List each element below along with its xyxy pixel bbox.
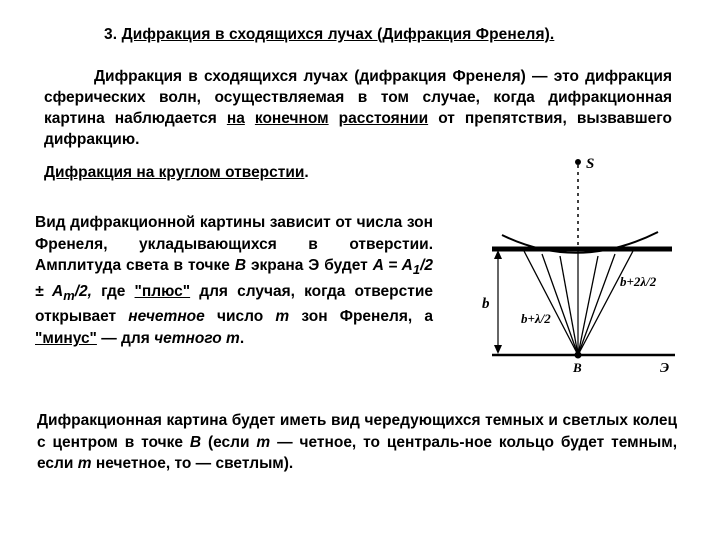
bottom-text-2: (если bbox=[207, 433, 250, 451]
intro-paragraph bbox=[44, 66, 672, 150]
label-screen-e: Э bbox=[660, 361, 670, 376]
bottom-paragraph bbox=[37, 410, 677, 475]
source-point bbox=[575, 159, 581, 165]
left-text-3: где bbox=[101, 282, 126, 300]
subheading-label: Дифракция на круглом отверстии bbox=[44, 164, 305, 181]
title-text: Дифракция в сходящихся лучах (Дифракция Френеля). bbox=[121, 26, 555, 43]
plus-word: "плюс" bbox=[134, 282, 191, 300]
bottom-m-1: m bbox=[256, 433, 271, 451]
even-word: четного bbox=[154, 329, 222, 347]
left-text-2: экрана Э будет bbox=[250, 257, 368, 274]
fresnel-diagram bbox=[470, 150, 700, 380]
bottom-m-2: m bbox=[77, 455, 92, 472]
label-point-b: B bbox=[573, 360, 582, 375]
intro-underline-2: конечном bbox=[254, 110, 329, 127]
subheading-period: . bbox=[304, 164, 309, 181]
label-s: S bbox=[586, 156, 595, 172]
bottom-text-4: нечетное, то — светлым). bbox=[95, 455, 294, 472]
intro-part2: от препятствия, вызвавшего дифракцию. bbox=[44, 110, 673, 148]
intro-part1: Дифракция в сходящихся лучах (дифракция Френеля) — это дифракция сферических волн, осуществляемая в том случае, когда дифракционная картина наблюдается bbox=[44, 68, 672, 127]
amplitude-formula: $A = A_1/2 \pm A_m/2$, bbox=[35, 257, 433, 303]
title-number: 3. bbox=[104, 26, 118, 43]
arrow-head-bottom bbox=[494, 345, 502, 354]
bottom-text-3: — четное, то централь-ное кольцо будет темным, если bbox=[37, 433, 677, 472]
left-paragraph: Вид дифракционной картины зависит от числа зон Френеля, укладывающихся в отверстии. Амплитуда света в точке B экрана Э будет $A = A_1/2 \pm A_m/2$, где "плюс" для случая, когда отверстие открывает нечетное число m зон Френеля, а "минус" — для четного m. bbox=[35, 214, 434, 347]
intro-underline-3: расстоянии bbox=[338, 110, 429, 127]
label-b-2lambda2: b+2λ/2 bbox=[620, 274, 657, 289]
subheading bbox=[44, 164, 309, 182]
intro-underline-1: на bbox=[226, 110, 245, 127]
left-point-b: B bbox=[234, 257, 247, 274]
minus-word: "минус" bbox=[35, 329, 97, 347]
label-b: b bbox=[482, 296, 490, 312]
slide-title bbox=[104, 26, 554, 44]
left-text-1: Вид дифракционной картины зависит от числа зон Френеля, укладывающихся в отверстии. Амплитуда света в точке bbox=[35, 214, 433, 274]
left-m-2: m bbox=[226, 329, 240, 347]
label-b-lambda2: b+λ/2 bbox=[521, 311, 551, 326]
left-text-4: для случая, когда отверстие открывает bbox=[35, 282, 433, 326]
left-text-7: — для bbox=[101, 329, 150, 347]
odd-word: нечетное bbox=[128, 308, 205, 326]
left-text-6: зон Френеля, а bbox=[301, 308, 434, 326]
point-b-dot bbox=[575, 352, 582, 359]
left-m-1: m bbox=[275, 308, 290, 326]
bottom-point-b: B bbox=[189, 433, 202, 451]
bottom-text-1: Дифракционная картина будет иметь вид чередующихся темных и светлых колец с центром в точке bbox=[37, 412, 677, 451]
left-text-5: число bbox=[216, 308, 264, 326]
